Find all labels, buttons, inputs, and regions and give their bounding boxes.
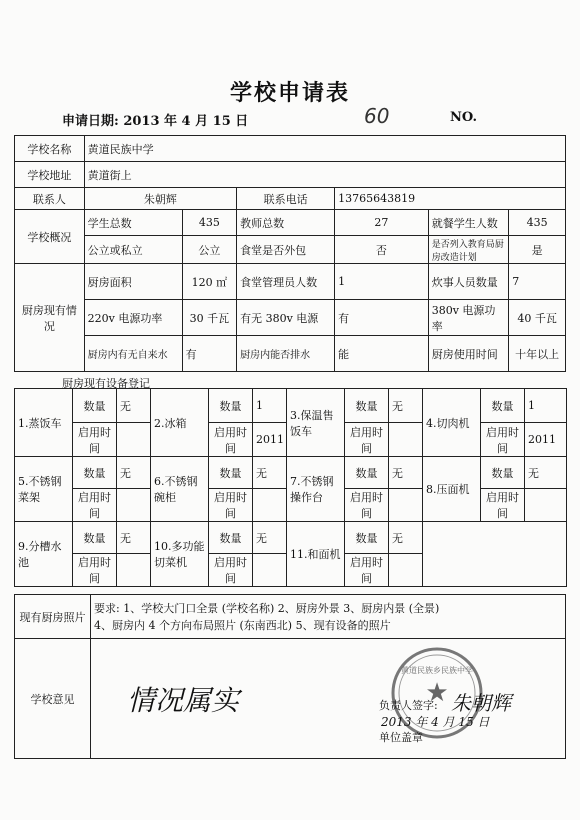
equipment-name: 5.不锈钢菜架 (15, 457, 73, 522)
equipment-since-label: 启用时间 (73, 423, 117, 457)
equipment-since-label: 启用时间 (345, 489, 389, 522)
no-label: NO. (450, 110, 477, 125)
public-private-value: 公立 (182, 236, 236, 264)
phone-label: 联系电话 (237, 188, 335, 210)
students-value: 435 (182, 210, 236, 236)
equipment-qty-value: 无 (389, 522, 423, 554)
contact-label: 联系人 (15, 188, 85, 210)
equipment-since-label: 启用时间 (481, 489, 525, 522)
seal-text: 黄道民族乡民族中学 (401, 666, 473, 675)
equipment-qty-value: 无 (525, 457, 567, 489)
equipment-since-label: 启用时间 (345, 554, 389, 587)
equipment-since-value (253, 554, 287, 587)
equipment-section-title: 厨房现有设备登记 (62, 377, 150, 390)
equipment-qty-value: 无 (253, 457, 287, 489)
included-label: 是否列入教育局厨房改造计划 (428, 236, 509, 264)
equipment-qty-label: 数量 (73, 389, 117, 423)
equipment-since-value: 2011 (253, 423, 287, 457)
apply-date: 申请日期: 2013 年 4 月 15 日 (62, 114, 249, 129)
p220-label: 220v 电源功率 (84, 300, 182, 336)
seal-star: ★ (425, 678, 449, 708)
equipment-qty-label: 数量 (209, 457, 253, 489)
equipment-qty-label: 数量 (345, 522, 389, 554)
has380-label: 有无 380v 电源 (237, 300, 335, 336)
equipment-since-value: 2011 (525, 423, 567, 457)
equipment-qty-value: 1 (525, 389, 567, 423)
school-name-value: 黄道民族中学 (84, 136, 565, 162)
area-label: 厨房面积 (84, 264, 182, 300)
handwritten-number: 60 (364, 104, 390, 128)
equipment-name: 3.保温售饭车 (287, 389, 345, 457)
equipment-since-label: 启用时间 (209, 489, 253, 522)
equipment-since-label: 启用时间 (209, 554, 253, 587)
area-value: 120 ㎡ (182, 264, 236, 300)
photos-requirement-2: 4、厨房内 4 个方向布局照片 (东南西北) 5、现有设备的照片 (94, 618, 391, 632)
equipment-name: 10.多功能切菜机 (151, 522, 209, 587)
equipment-since-label: 启用时间 (209, 423, 253, 457)
equipment-name: 11.和面机 (287, 522, 345, 587)
school-addr-value: 黄道街上 (84, 162, 565, 188)
opinion-cell (91, 639, 566, 759)
equipment-name: 1.蒸饭车 (15, 389, 73, 457)
p380-label: 380v 电源功率 (428, 300, 509, 336)
students-label: 学生总数 (84, 210, 182, 236)
kitchen-label: 厨房现有情况 (15, 264, 85, 372)
public-private-label: 公立或私立 (84, 236, 182, 264)
phone-value: 13765643819 (335, 188, 566, 210)
page-title: 学校申请表 (229, 80, 350, 106)
water-value: 有 (182, 336, 236, 372)
equipment-name: 8.压面机 (423, 457, 481, 522)
equipment-since-value (389, 489, 423, 522)
equipment-since-label: 启用时间 (481, 423, 525, 457)
equipment-since-value (117, 423, 151, 457)
opinion-handwriting: 情况属实 (127, 684, 240, 717)
equipment-since-label: 启用时间 (73, 489, 117, 522)
equipment-empty-cell (423, 522, 567, 587)
equipment-qty-label: 数量 (345, 389, 389, 423)
equipment-since-label: 启用时间 (345, 423, 389, 457)
equipment-since-value (389, 423, 423, 457)
equipment-qty-value: 无 (117, 457, 151, 489)
usage-value: 十年以上 (509, 336, 566, 372)
equipment-qty-value: 无 (117, 389, 151, 423)
sign-date: 2013 年 4 月 15 日 (381, 715, 490, 729)
equipment-qty-value: 无 (389, 389, 423, 423)
p220-value: 30 千瓦 (182, 300, 236, 336)
equipment-qty-label: 数量 (73, 457, 117, 489)
equipment-qty-label: 数量 (73, 522, 117, 554)
drain-label: 厨房内能否排水 (237, 336, 335, 372)
equipment-qty-label: 数量 (481, 389, 525, 423)
overview-label: 学校概况 (15, 210, 85, 264)
canteen-contract-value: 否 (335, 236, 429, 264)
photos-label: 现有厨房照片 (15, 595, 91, 639)
equipment-table (14, 388, 567, 587)
equipment-qty-label: 数量 (209, 522, 253, 554)
equipment-name: 9.分槽水池 (15, 522, 73, 587)
dining-value: 435 (509, 210, 566, 236)
equipment-since-value (389, 554, 423, 587)
equipment-qty-value: 无 (253, 522, 287, 554)
cooks-label: 炊事人员数量 (428, 264, 509, 300)
water-label: 厨房内有无自来水 (84, 336, 182, 372)
equipment-name: 2.冰箱 (151, 389, 209, 457)
canteen-contract-label: 食堂是否外包 (237, 236, 335, 264)
usage-label: 厨房使用时间 (428, 336, 509, 372)
teachers-label: 教师总数 (237, 210, 335, 236)
staff-value: 1 (335, 264, 429, 300)
equipment-since-label: 启用时间 (73, 554, 117, 587)
equipment-name: 4.切肉机 (423, 389, 481, 457)
equipment-since-value (117, 554, 151, 587)
included-value: 是 (509, 236, 566, 264)
contact-value: 朱朝辉 (84, 188, 236, 210)
staff-label: 食堂管理员人数 (237, 264, 335, 300)
seal-label: 单位盖章 (379, 731, 423, 744)
equipment-qty-label: 数量 (481, 457, 525, 489)
p380-value: 40 千瓦 (509, 300, 566, 336)
drain-value: 能 (335, 336, 429, 372)
photos-opinion-table (14, 594, 566, 759)
photos-requirement-1: 要求: 1、学校大门口全景 (学校名称) 2、厨房外景 3、厨房内景 (全景) (94, 601, 440, 615)
equipment-since-value (117, 489, 151, 522)
opinion-label: 学校意见 (15, 639, 91, 759)
equipment-since-value (253, 489, 287, 522)
has380-value: 有 (335, 300, 429, 336)
signer-handwriting: 朱朝辉 (451, 691, 511, 715)
equipment-qty-label: 数量 (345, 457, 389, 489)
teachers-value: 27 (335, 210, 429, 236)
signer-label: 负责人签字: (379, 699, 438, 712)
equipment-qty-value: 1 (253, 389, 287, 423)
dining-label: 就餐学生人数 (428, 210, 509, 236)
school-addr-label: 学校地址 (15, 162, 85, 188)
equipment-qty-value: 无 (117, 522, 151, 554)
school-name-label: 学校名称 (15, 136, 85, 162)
equipment-name: 6.不锈钢碗柜 (151, 457, 209, 522)
equipment-qty-label: 数量 (209, 389, 253, 423)
cooks-value: 7 (509, 264, 566, 300)
equipment-name: 7.不锈钢操作台 (287, 457, 345, 522)
school-info-table (14, 135, 566, 372)
equipment-qty-value: 无 (389, 457, 423, 489)
equipment-since-value (525, 489, 567, 522)
